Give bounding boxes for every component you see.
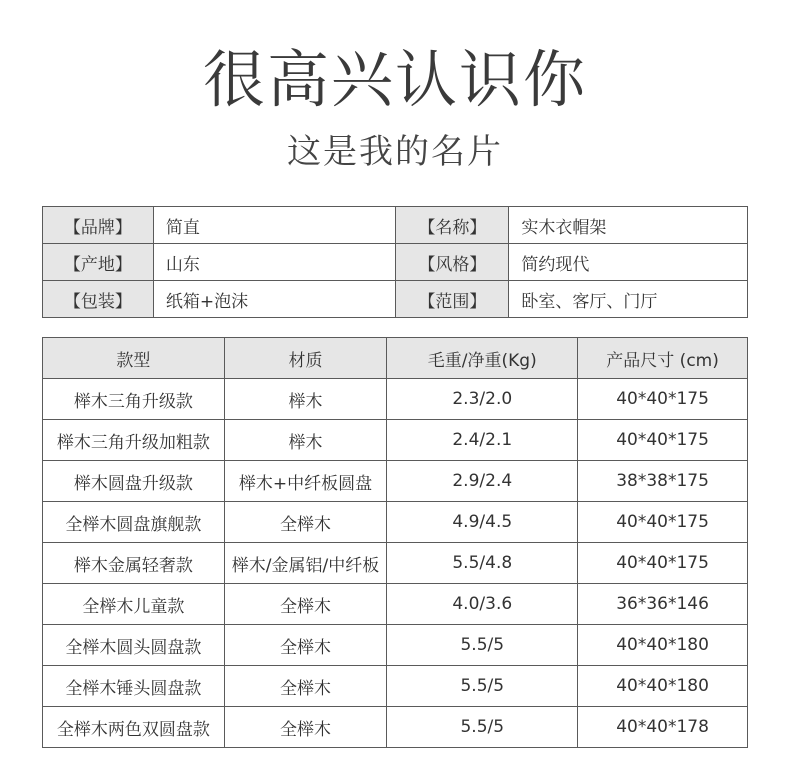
column-header-size: 产品尺寸 (cm): [578, 338, 748, 379]
page-subtitle: 这是我的名片: [287, 132, 503, 172]
info-key-style: 【风格】: [396, 244, 509, 281]
cell-size: 40*40*178: [578, 707, 748, 748]
table-row: [43, 502, 748, 543]
product-info-table: [42, 206, 748, 318]
cell-weight: 4.0/3.6: [387, 584, 578, 625]
table-row: [43, 543, 748, 584]
cell-weight: 5.5/5: [387, 666, 578, 707]
cell-size: 40*40*180: [578, 666, 748, 707]
table-row: [43, 666, 748, 707]
info-value-style: 简约现代: [509, 244, 748, 281]
cell-weight: 2.4/2.1: [387, 420, 578, 461]
cell-weight: 5.5/4.8: [387, 543, 578, 584]
column-header-weight: 毛重/净重(Kg): [387, 338, 578, 379]
spec-header-row: [43, 338, 748, 379]
cell-material: 全榉木: [224, 502, 387, 543]
info-key-brand: 【品牌】: [43, 207, 154, 244]
cell-material: 榉木: [224, 379, 387, 420]
column-header-material: 材质: [224, 338, 387, 379]
cell-size: 40*40*175: [578, 420, 748, 461]
info-row: [43, 281, 748, 318]
cell-material: 全榉木: [224, 625, 387, 666]
cell-size: 38*38*175: [578, 461, 748, 502]
cell-model: 全榉木圆头圆盘款: [43, 625, 225, 666]
cell-size: 40*40*175: [578, 379, 748, 420]
cell-weight: 4.9/4.5: [387, 502, 578, 543]
info-row: [43, 207, 748, 244]
cell-size: 40*40*175: [578, 502, 748, 543]
table-row: [43, 461, 748, 502]
info-value-origin: 山东: [153, 244, 396, 281]
table-row: [43, 584, 748, 625]
spec-table: [42, 337, 748, 748]
cell-weight: 2.3/2.0: [387, 379, 578, 420]
cell-weight: 5.5/5: [387, 625, 578, 666]
table-row: [43, 379, 748, 420]
cell-weight: 5.5/5: [387, 707, 578, 748]
cell-material: 全榉木: [224, 666, 387, 707]
cell-model: 全榉木儿童款: [43, 584, 225, 625]
cell-model: 全榉木两色双圆盘款: [43, 707, 225, 748]
cell-model: 榉木圆盘升级款: [43, 461, 225, 502]
info-key-name: 【名称】: [396, 207, 509, 244]
cell-size: 36*36*146: [578, 584, 748, 625]
info-value-package: 纸箱+泡沫: [153, 281, 396, 318]
cell-size: 40*40*180: [578, 625, 748, 666]
cell-size: 40*40*175: [578, 543, 748, 584]
info-row: [43, 244, 748, 281]
cell-material: 榉木: [224, 420, 387, 461]
table-row: [43, 420, 748, 461]
cell-weight: 2.9/2.4: [387, 461, 578, 502]
info-key-scope: 【范围】: [396, 281, 509, 318]
cell-model: 榉木三角升级加粗款: [43, 420, 225, 461]
cell-model: 榉木三角升级款: [43, 379, 225, 420]
cell-model: 榉木金属轻奢款: [43, 543, 225, 584]
cell-material: 全榉木: [224, 707, 387, 748]
cell-material: 榉木+中纤板圆盘: [224, 461, 387, 502]
table-row: [43, 625, 748, 666]
cell-model: 全榉木圆盘旗舰款: [43, 502, 225, 543]
info-value-scope: 卧室、客厅、门厅: [509, 281, 748, 318]
table-row: [43, 707, 748, 748]
info-value-brand: 简直: [153, 207, 396, 244]
page-title: 很高兴认识你: [202, 43, 587, 116]
cell-model: 全榉木锤头圆盘款: [43, 666, 225, 707]
info-value-name: 实木衣帽架: [509, 207, 748, 244]
cell-material: 榉木/金属铝/中纤板: [224, 543, 387, 584]
info-key-package: 【包装】: [43, 281, 154, 318]
cell-material: 全榉木: [224, 584, 387, 625]
column-header-model: 款型: [43, 338, 225, 379]
info-key-origin: 【产地】: [43, 244, 154, 281]
